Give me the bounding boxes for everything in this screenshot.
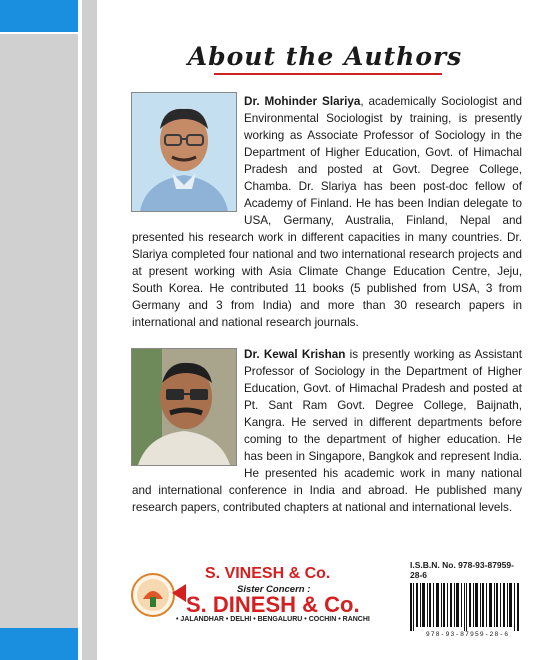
- author2-bio-text: is presently working as Assistant Professor of Sociology in the Department of Higher Education, Govt. of Himachal Pradesh and posted at Pt. Sant Ram Govt. Degree College, Baijnath, Kangra. He served in different departments before coming to the department of higher education. He has been in Singapore, Bangkok and represent India. He presented his academic work in many national and international conference in India and abroad. He published many research papers, contributed chapters at national and international levels.: [132, 348, 522, 514]
- isbn-label: I.S.B.N. No. 978-93-87959-28-6: [410, 560, 514, 580]
- author2-photo-spacer: [132, 346, 244, 466]
- publisher-logo-icon: [131, 573, 175, 617]
- author1-bio: [132, 93, 522, 331]
- left-gray-panel: [0, 34, 78, 628]
- spine-bar: [82, 0, 97, 660]
- title-underline: [214, 73, 442, 75]
- barcode-icon: [410, 583, 522, 631]
- sister-concern-name: S. DINESH & Co.: [186, 592, 360, 617]
- corner-block-bottom: [0, 628, 78, 660]
- publisher-cities: • JALANDHAR • DELHI • BENGALURU • COCHIN • RANCHI: [176, 616, 370, 623]
- isbn-digits: 978-93-87959-28-6: [425, 631, 510, 638]
- author1-bio-text: , academically Sociologist and Environmental Sociologist by training, is presently working as Associate Professor of Sociology in the Department of Higher Education, Govt. of Himachal Pradesh and posted at Govt. Degree College, Chamba. Dr. Slariya has been post-doc fellow of Academy of Finland. He has been Indian delegate to USA, Germany, Australia, Finland, Nepal and presented his research work in different capacities in many countries. Dr. Slariya completed four national and two international research projects and at present working with Asia Climate Change Education Centre, Jeju, South Korea. He contributed 11 books (5 published from USA, 3 from Germany and 3 from India) and more than 30 research papers in international and national research journals.: [132, 95, 522, 329]
- barcode-block: [410, 560, 525, 638]
- corner-block-top: [0, 0, 78, 32]
- page-title: About the Authors: [187, 42, 463, 71]
- author2-name: Dr. Kewal Krishan: [244, 348, 346, 361]
- author1-name: Dr. Mohinder Slariya: [244, 95, 361, 108]
- author2-bio: [132, 346, 522, 516]
- author1-photo-spacer: [132, 93, 244, 215]
- sister-concern-label: Sister Concern :: [237, 584, 311, 595]
- publisher-name: S. VINESH & Co.: [205, 565, 331, 582]
- arrow-icon: [172, 584, 186, 602]
